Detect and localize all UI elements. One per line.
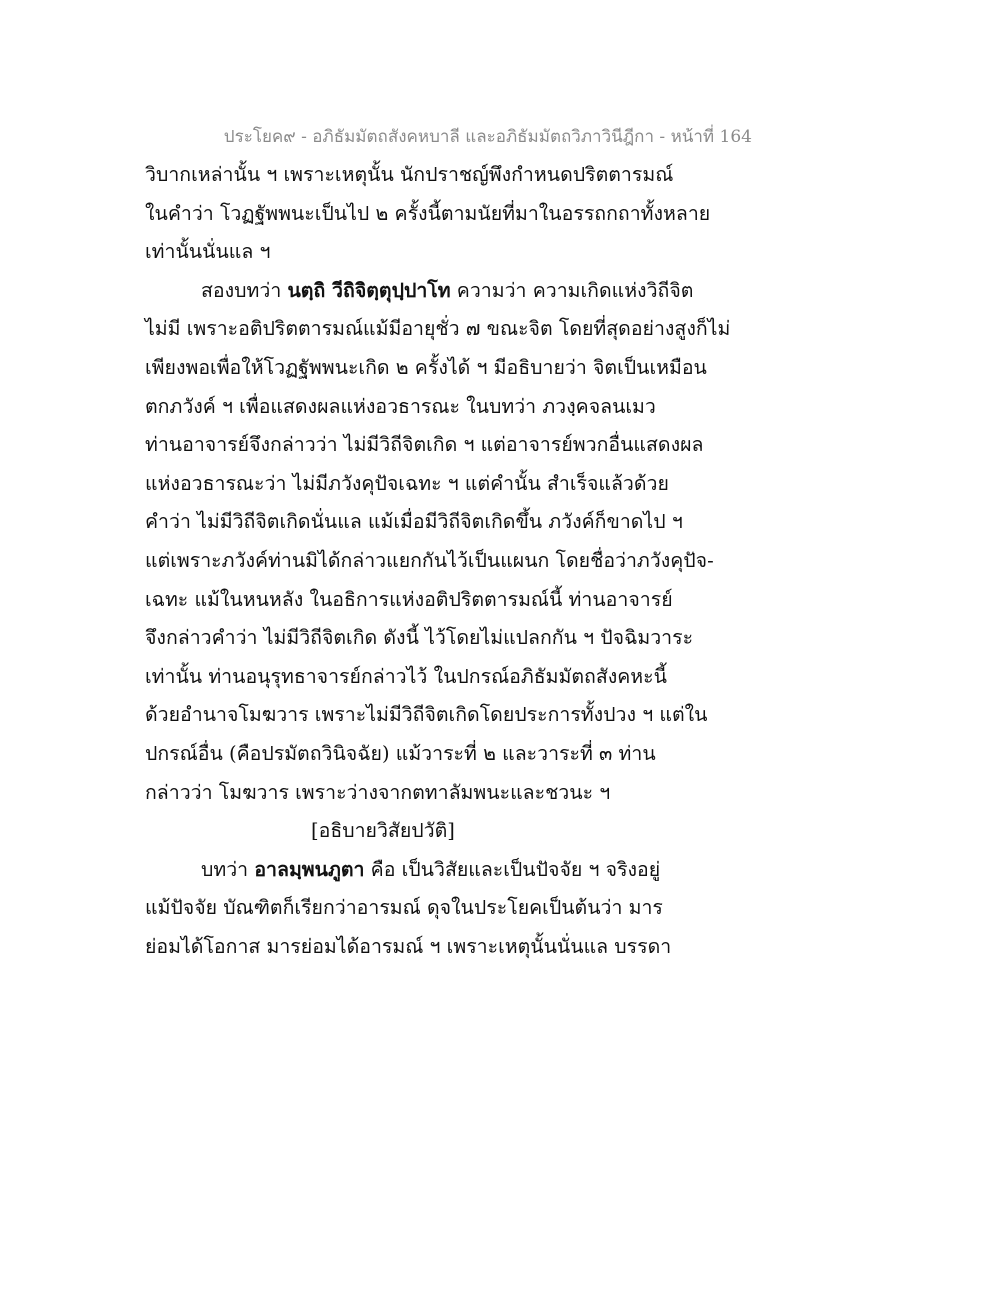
text-line: วิบากเหล่านั้น ฯ เพราะเหตุนั้น นักปราชญ์พึงกำหนดปริตตารมณ์ [145,163,674,186]
text-line: เท่านั้นนั่นแล ฯ [145,240,271,264]
body-text [145,156,865,966]
text-line: เพียงพอเพื่อให้โวฏฐัพพนะเกิด ๒ ครั้งได้ ฯ มีอธิบายว่า จิตเป็นเหมือน [145,355,707,379]
text-line: แห่งอวธารณะว่า ไม่มีภวังคุปัจเฉทะ ฯ แต่คำนั้น สำเร็จแล้วด้วย [145,471,669,495]
text-line: ไม่มี เพราะอติปริตตารมณ์แม้มีอายุชั่ว ๗ ขณะจิต โดยที่สุดอย่างสูงก็ไม่ [145,317,731,341]
text-line: เท่านั้น ท่านอนุรุทธาจารย์กล่าวไว้ ในปกรณ์อภิธัมมัตถสังคหะนี้ [145,664,667,688]
text-line: ปกรณ์อื่น (คือปรมัตถวินิจฉัย) แม้วาระที่ ๒ และวาระที่ ๓ ท่าน [145,741,656,765]
text-line: ย่อมได้โอกาส มารย่อมได้อารมณ์ ฯ เพราะเหตุนั้นนั่นแล บรรดา [145,934,672,958]
text-line: แม้ปัจจัย บัณฑิตก็เรียกว่าอารมณ์ ดุจในประโยคเป็นต้นว่า มาร [145,896,663,920]
bold-term: อาลมฺพนภูตา [254,857,365,881]
section-heading: [อธิบายวิสัยปวัติ] [311,819,455,843]
text-line: แต่เพราะภวังค์ท่านมิได้กล่าวแยกกันไว้เป็นแผนก โดยชื่อว่าภวังคุปัจ- [145,548,714,572]
paragraph-start-line [145,851,865,890]
text-span: คือ เป็นวิสัยและเป็นปัจจัย ฯ จริงอยู่ [364,857,661,881]
text-line: จึงกล่าวคำว่า ไม่มีวิถีจิตเกิด ดังนี้ ไว้โดยไม่แปลกกัน ฯ ปัจฉิมวาระ [145,626,694,650]
text-line: คำว่า ไม่มีวิถีจิตเกิดนั่นแล แม้เมื่อมีวิถีจิตเกิดขึ้น ภวังค์ก็ขาดไป ฯ [145,510,683,534]
text-span: สองบทว่า [201,278,288,302]
bold-term: นตฺถิ วีถิจิตฺตุปฺปาโท [287,278,451,302]
text-line: ตกภวังค์ ฯ เพื่อแสดงผลแห่งอวธารณะ ในบทว่า ภวงฺคจลนเมว [145,394,656,418]
paragraph-start-line [145,272,865,311]
text-span: บทว่า [201,857,255,881]
text-line: กล่าวว่า โมฆวาร เพราะว่างจากตทาลัมพนะและชวนะ ฯ [145,780,611,804]
text-span: ความว่า ความเกิดแห่งวิถีจิต [450,278,694,302]
text-line: ท่านอาจารย์จึงกล่าวว่า ไม่มีวิถีจิตเกิด ฯ แต่อาจารย์พวกอื่นแสดงผล [145,433,704,457]
text-line: เฉทะ แม้ในหนหลัง ในอธิการแห่งอติปริตตารมณ์นี้ ท่านอาจารย์ [145,587,673,611]
text-line: ในคำว่า โวฏฐัพพนะเป็นไป ๒ ครั้งนี้ตามนัยที่มาในอรรถกถาทั้งหลาย [145,201,711,225]
text-line: ด้วยอำนาจโมฆวาร เพราะไม่มีวิถีจิตเกิดโดยประการทั้งปวง ฯ แต่ใน [145,703,708,727]
page-header: ประโยค๙ - อภิธัมมัตถสังคหบาลี และอภิธัมมัตถวิภาวินีฎีกา - หน้าที่ 164 [223,127,752,147]
